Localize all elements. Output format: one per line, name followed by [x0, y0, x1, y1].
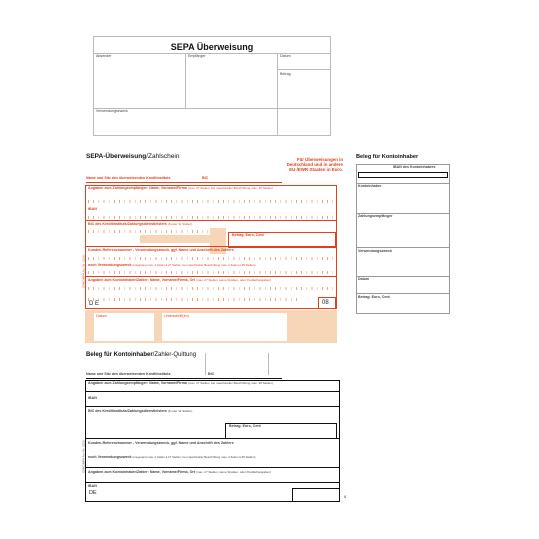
- red-bic-payee-label: BIC des Kreditinstituts/Zahlungsdienstleisters (8 oder 11 Stellen): [88, 222, 193, 226]
- bottom-iban-label[interactable]: IBAN: [88, 396, 97, 400]
- side-receipt: [356, 150, 450, 315]
- bottom-holder-label: Angaben zum Kontoinhaber/Zahler: Name, Vorname/Firma, Ort (max. 27 Stellen, keine Straßen- oder Postfachangaben): [88, 470, 272, 474]
- red-ref-boxes[interactable]: [88, 257, 333, 260]
- bottom-bic-payee-label: BIC des Kreditinstituts/Zahlungsdienstleisters (8 oder 11 Stellen): [88, 409, 193, 413]
- side-date-label[interactable]: Datum: [358, 277, 370, 281]
- red-iban2-boxes[interactable]: [88, 298, 298, 301]
- bottom-amount-label[interactable]: Betrag: Euro, Cent: [229, 424, 261, 428]
- red-bank-label: Name und Sitz des überweisenden Kreditinstituts: [86, 176, 171, 180]
- bottom-iban2-label: IBAN: [88, 484, 97, 488]
- bottom-bic-label: BIC: [208, 372, 215, 376]
- bottom-receipt-form: [80, 345, 348, 505]
- bottom-form-code: 8: [344, 494, 347, 499]
- red-signature-field[interactable]: Unterschrift(en): [164, 314, 189, 318]
- red-ref-label: Kunden-Referenznummer - Verwendungszweck, ggf. Name und Anschrift des Zahlers: [88, 248, 234, 252]
- bottom-bank-label: Name und Sitz des überweisenden Kreditinstituts: [86, 372, 171, 376]
- top-transfer-form: [93, 36, 331, 136]
- side-iban-label: IBAN des Kontoinhabers: [393, 165, 436, 169]
- red-holder-label: Angaben zum Kontoinhaber/Zahler: Name, Vorname/Firma, Ort (max. 27 Stellen, keine Straßen- oder Postfachangaben): [88, 278, 272, 282]
- red-iban-label: IBAN: [88, 207, 97, 211]
- purpose-field[interactable]: Verwendungszweck: [96, 109, 128, 113]
- bottom-form-title: Beleg für Kontoinhaber/Zahler-Quittung: [86, 352, 197, 358]
- red-purpose-boxes[interactable]: [88, 271, 333, 274]
- side-payee-label[interactable]: Zahlungsempfänger: [358, 214, 393, 218]
- bottom-side-code: ENKOMPA Art.-Nr. 2226: [81, 440, 86, 473]
- red-iban-boxes[interactable]: [88, 216, 333, 219]
- red-date-field[interactable]: Datum: [96, 314, 107, 318]
- red-form-note: Für Überweisungen in Deutschland und in andere EU-/EWR-Staaten in Euro.: [286, 157, 343, 172]
- amount-field[interactable]: Betrag: [280, 72, 291, 76]
- red-purpose-label: noch Verwendungszweck (insgesamt max. 2 Zeilen à 27 Stellen, bei maschineller Beschriftung max. 2 Zeilen à 35 Stellen): [88, 263, 256, 267]
- bottom-ref-label: Kunden-Referenznummer - Verwendungszweck, ggf. Name und Anschrift des Zahlers: [88, 441, 234, 445]
- recipient-field[interactable]: Empfänger: [188, 54, 206, 58]
- date-field[interactable]: Datum: [280, 54, 291, 58]
- side-iban-field[interactable]: [358, 172, 448, 178]
- red-side-code: ENKOMPA Art.-Nr. 2226: [81, 255, 86, 288]
- side-purpose-label[interactable]: Verwendungszweck: [358, 249, 392, 253]
- red-iban-prefix: D E: [89, 301, 100, 307]
- red-holder-boxes[interactable]: [88, 287, 333, 290]
- bottom-payee-label: Angaben zum Zahlungsempfänger: Name, Vorname/Firma (max. 27 Stellen, bei maschineller Beschriftung max. 35 Stellen): [88, 381, 273, 385]
- red-bic-label: BIC: [202, 176, 209, 180]
- side-receipt-title: Beleg für Kontoinhaber: [356, 154, 419, 160]
- red-form-code: 08: [322, 300, 329, 306]
- side-amount-label[interactable]: Betrag: Euro, Cent: [358, 295, 390, 299]
- red-payee-label: Angaben zum Zahlungsempfänger: Name, Vorname/Firma (max. 27 Stellen, bei maschineller Beschriftung max. 35 Stellen): [88, 186, 273, 190]
- top-form-title: SEPA Überweisung: [170, 42, 254, 52]
- red-payee-boxes[interactable]: [88, 200, 333, 203]
- red-form-title: SEPA-Überweisung/Zahlschein: [86, 153, 180, 160]
- sender-field[interactable]: Absender: [96, 54, 112, 58]
- red-bic-boxes[interactable]: [88, 230, 208, 233]
- sepa-red-form: [80, 150, 348, 345]
- bottom-purpose-label: noch Verwendungszweck (insgesamt max. 2 Zeilen à 27 Stellen, bei maschineller Beschriftung max. 2 Zeilen à 35 Stellen): [88, 455, 256, 459]
- red-amount-label[interactable]: Betrag: Euro, Cent: [232, 233, 264, 237]
- side-holder-label[interactable]: Kontoinhaber: [358, 184, 382, 188]
- bottom-iban-prefix[interactable]: DE: [89, 490, 97, 496]
